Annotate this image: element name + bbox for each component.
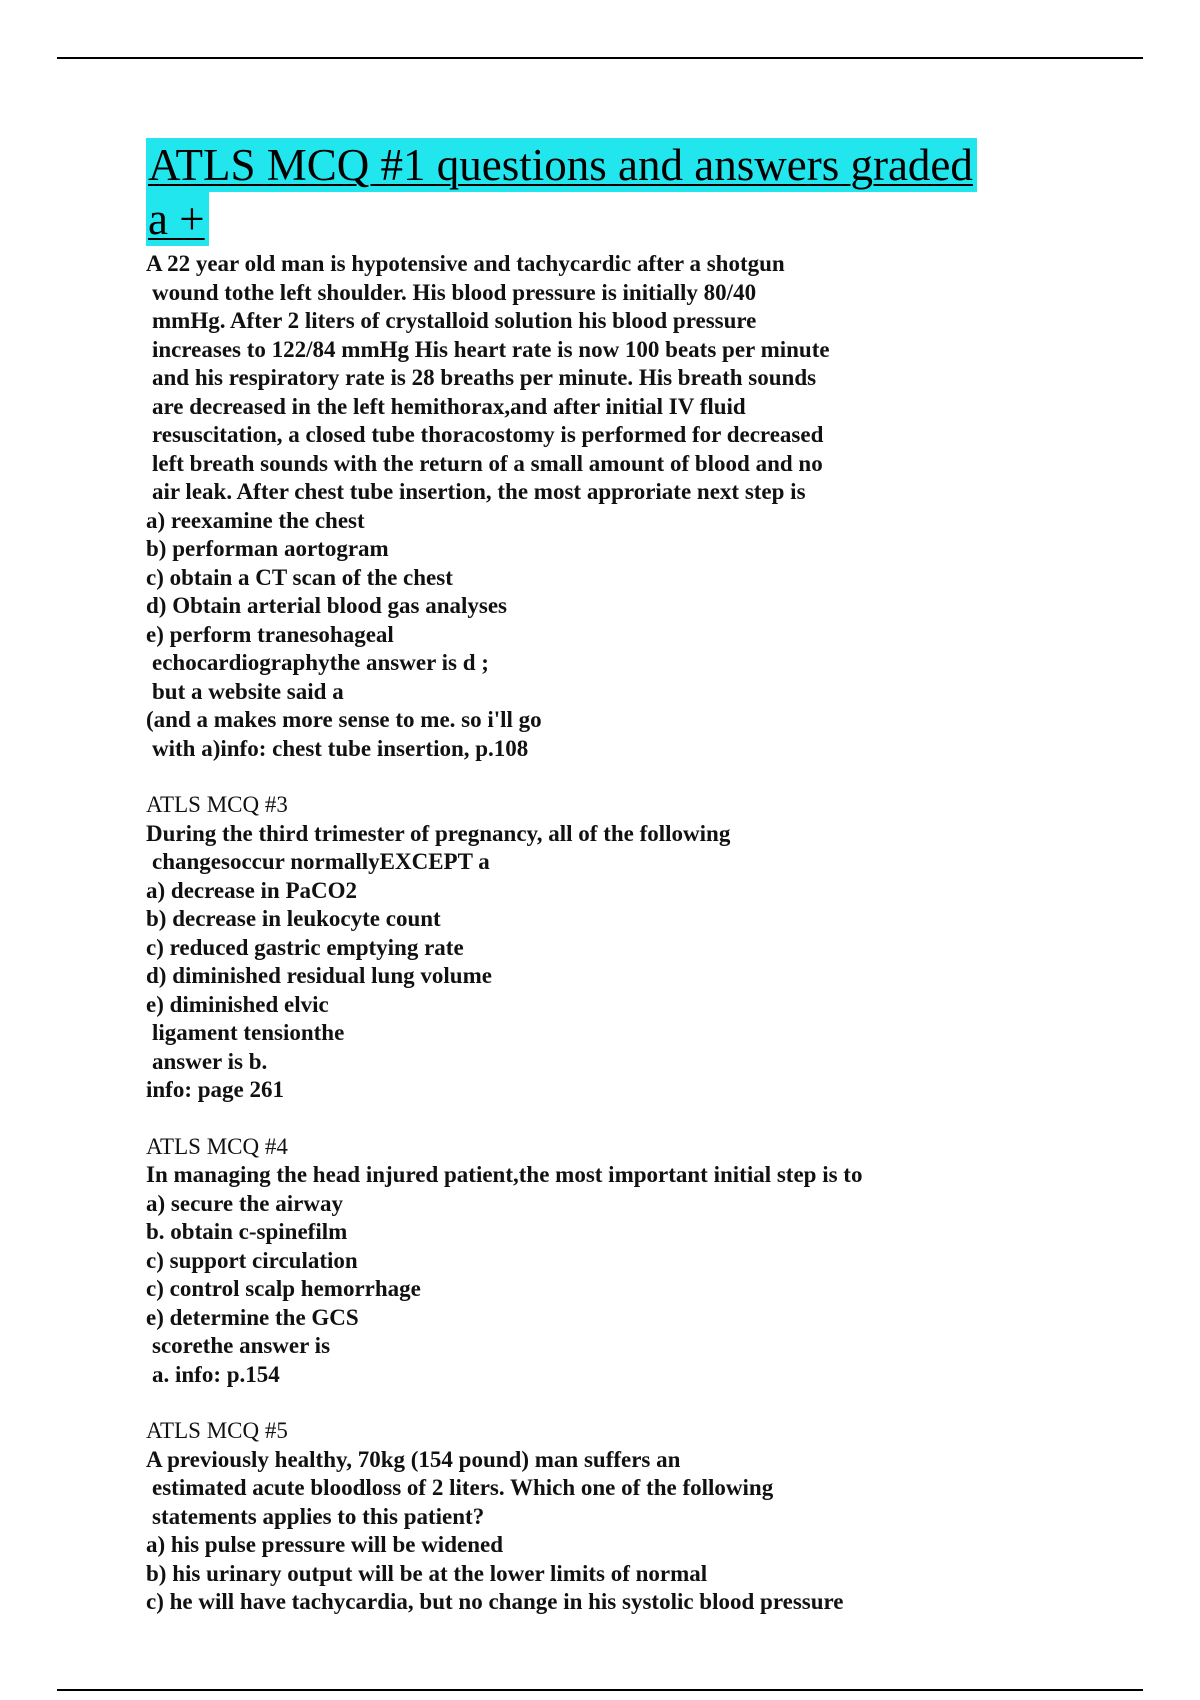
q4-option: b. obtain c-spinefilm [146,1219,348,1244]
q5-stem-line: A previously healthy, 70kg (154 pound) man suffers an [146,1446,681,1472]
q4-heading: ATLS MCQ #4 [146,1133,288,1159]
bottom-rule [57,1689,1143,1691]
top-rule [57,57,1143,59]
q4-option: c) support circulation [146,1247,358,1273]
q3-option: c) reduced gastric emptying rate [146,934,464,960]
q4-option: a) secure the airway [146,1190,343,1216]
document-title [146,138,1046,246]
q3-stem-line: changesoccur normallyEXCEPT a [152,849,490,874]
q3-option: d) diminished residual lung volume [146,963,492,988]
title-line-1: ATLS MCQ #1 questions and answers graded [146,138,977,192]
q3-answer-line: info: page 261 [146,1077,284,1102]
q3-answer-line: ligament tensionthe [152,1020,345,1045]
q3-answer-line: answer is b. [152,1048,268,1074]
q3-heading: ATLS MCQ #3 [146,792,288,817]
q5-option: a) his pulse pressure will be widened [146,1532,503,1557]
q4-option: e) determine the GCS [146,1304,359,1330]
question-5 [146,1417,1146,1617]
q1-stem-line: are decreased in the left hemithorax,and after initial IV fluid [152,393,746,419]
q3-option: e) diminished elvic [146,991,329,1017]
q1-answer-line: (and a makes more sense to me. so i'll go [146,707,542,732]
question-3 [146,791,1146,1105]
q1-option: d) Obtain arterial blood gas analyses [146,593,508,618]
q1-option: b) performan aortogram [146,536,389,561]
question-1 [146,250,1146,763]
question-4 [146,1133,1146,1390]
q1-stem-line: mmHg. After 2 liters of crystalloid solution his blood pressure [152,308,757,333]
q5-stem-line: estimated acute bloodloss of 2 liters. Which one of the following [152,1475,774,1500]
q4-option: c) control scalp hemorrhage [146,1276,421,1301]
q3-stem-line: During the third trimester of pregnancy, all of the following [146,820,731,846]
q1-option: e) perform tranesohageal [146,621,394,647]
q1-option: c) obtain a CT scan of the chest [146,564,453,590]
q5-option: c) he will have tachycardia, but no change in his systolic blood pressure [146,1589,844,1614]
q1-answer-line: with a)info: chest tube insertion, p.108 [152,735,529,761]
q1-answer-line: but a website said a [152,678,344,704]
q5-option: b) his urinary output will be at the lower limits of normal [146,1560,708,1586]
q1-stem-line: A 22 year old man is hypotensive and tachycardic after a shotgun [146,251,785,276]
q1-stem-line: air leak. After chest tube insertion, the most approriate next step is [152,479,806,504]
q4-answer-line: scorethe answer is [152,1333,331,1358]
title-line-2: a + [146,192,209,246]
q1-stem-line: and his respiratory rate is 28 breaths per minute. His breath sounds [152,365,817,390]
q1-option: a) reexamine the chest [146,507,365,533]
q5-stem-line: statements applies to this patient? [152,1503,485,1529]
q1-stem-line: wound tothe left shoulder. His blood pressure is initially 80/40 [152,279,757,305]
document-body [146,250,1146,1617]
q1-stem-line: increases to 122/84 mmHg His heart rate is now 100 beats per minute [152,336,830,362]
q3-option: b) decrease in leukocyte count [146,906,441,931]
q1-answer-line: echocardiographythe answer is d ; [152,650,489,675]
q3-option: a) decrease in PaCO2 [146,877,358,903]
q1-stem-line: left breath sounds with the return of a small amount of blood and no [152,450,823,476]
q4-answer-line: a. info: p.154 [152,1361,280,1387]
q5-heading: ATLS MCQ #5 [146,1418,288,1443]
q1-stem-line: resuscitation, a closed tube thoracostomy is performed for decreased [152,422,824,447]
q4-stem-line: In managing the head injured patient,the most important initial step is to [146,1162,863,1187]
